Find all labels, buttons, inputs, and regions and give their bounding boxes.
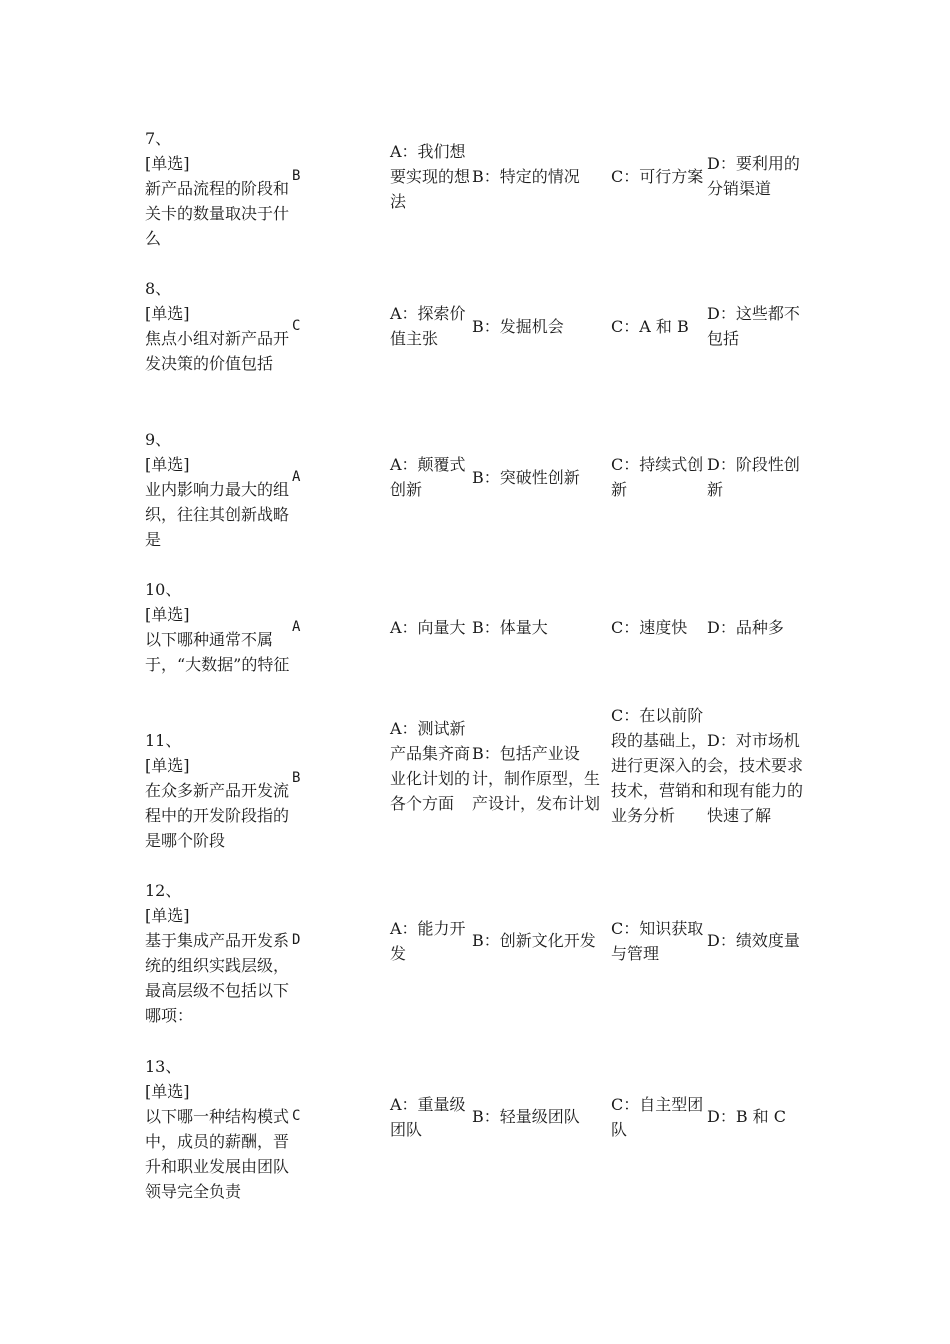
question-block (145, 126, 290, 251)
question-text: 基于集成产品开发系统的组织实践层级，最高层级不包括以下哪项： (145, 931, 290, 1025)
option-c: C：在以前阶段的基础上，进行更深入的技术，营销和业务分析 (611, 706, 708, 825)
question-block (145, 1054, 290, 1204)
option-a: A：向量大 (390, 618, 466, 637)
option-b: B：发掘机会 (472, 317, 564, 336)
option-c: C：A 和 B (611, 317, 689, 336)
option-a: A：探索价值主张 (390, 304, 466, 348)
answer-letter: A (292, 469, 301, 485)
question-text: 新产品流程的阶段和关卡的数量取决于什么 (145, 179, 290, 248)
answer-letter: D (292, 932, 301, 948)
option-d: D：品种多 (707, 618, 784, 637)
question-number: 12、 (145, 881, 182, 900)
question-number: 9、 (145, 430, 172, 449)
question-row (0, 427, 950, 552)
question-text: 以下哪种通常不属于，“大数据”的特征 (145, 630, 290, 674)
question-block (145, 427, 290, 552)
question-number: 13、 (145, 1057, 182, 1076)
answer-letter: A (292, 619, 301, 635)
answer-letter: C (292, 1108, 301, 1124)
option-d: D：要利用的分销渠道 (707, 154, 800, 198)
option-d: D：B 和 C (707, 1107, 787, 1126)
option-c: C：速度快 (611, 618, 688, 637)
question-text: 在众多新产品开发流程中的开发阶段指的是哪个阶段 (145, 781, 290, 850)
question-row (0, 706, 950, 853)
question-type: [单选] (145, 1082, 190, 1101)
option-c: C：持续式创新 (611, 455, 704, 499)
option-a: A：重量级团队 (390, 1095, 466, 1139)
option-d: D：阶段性创新 (707, 455, 800, 499)
question-number: 7、 (145, 129, 172, 148)
question-type: [单选] (145, 605, 190, 624)
question-text: 以下哪一种结构模式中，成员的薪酬，晋升和职业发展由团队领导完全负责 (145, 1107, 290, 1201)
option-b: B：特定的情况 (472, 167, 580, 186)
question-number: 8、 (145, 279, 172, 298)
question-type: [单选] (145, 154, 190, 173)
option-a: A：测试新产品集齐商业化计划的各个方面 (390, 719, 471, 813)
question-number: 10、 (145, 580, 182, 599)
question-row (0, 276, 950, 401)
question-type: [单选] (145, 906, 190, 925)
question-type: [单选] (145, 455, 190, 474)
option-b: B：突破性创新 (472, 468, 580, 487)
option-a: A：能力开发 (390, 919, 466, 963)
question-text: 业内影响力最大的组织，往往其创新战略是 (145, 480, 290, 549)
question-row (0, 1054, 950, 1201)
question-row (0, 878, 950, 1025)
option-b: B：包括产业设计，制作原型，生产设计，发布计划 (472, 744, 601, 813)
answer-letter: C (292, 318, 301, 334)
question-block (145, 276, 290, 376)
question-text: 焦点小组对新产品开发决策的价值包括 (145, 329, 290, 373)
question-row (0, 577, 950, 702)
question-type: [单选] (145, 304, 190, 323)
option-c: C：知识获取与管理 (611, 919, 704, 963)
question-number: 11、 (145, 731, 182, 750)
option-c: C：自主型团队 (611, 1095, 704, 1139)
answer-letter: B (292, 770, 301, 786)
option-d: D：这些都不包括 (707, 304, 800, 348)
question-block (145, 878, 290, 1028)
option-a: A：我们想要实现的想法 (390, 142, 471, 211)
option-b: B：创新文化开发 (472, 931, 596, 950)
question-type: [单选] (145, 756, 190, 775)
option-d: D：对市场机会，技术要求和现有能力的快速了解 (707, 731, 804, 825)
question-block (145, 728, 290, 853)
answer-letter: B (292, 168, 301, 184)
question-row (0, 126, 950, 251)
option-d: D：绩效度量 (707, 931, 800, 950)
option-c: C：可行方案 (611, 167, 704, 186)
option-b: B：轻量级团队 (472, 1107, 580, 1126)
option-b: B：体量大 (472, 618, 548, 637)
question-block (145, 577, 290, 677)
option-a: A：颠覆式创新 (390, 455, 466, 499)
